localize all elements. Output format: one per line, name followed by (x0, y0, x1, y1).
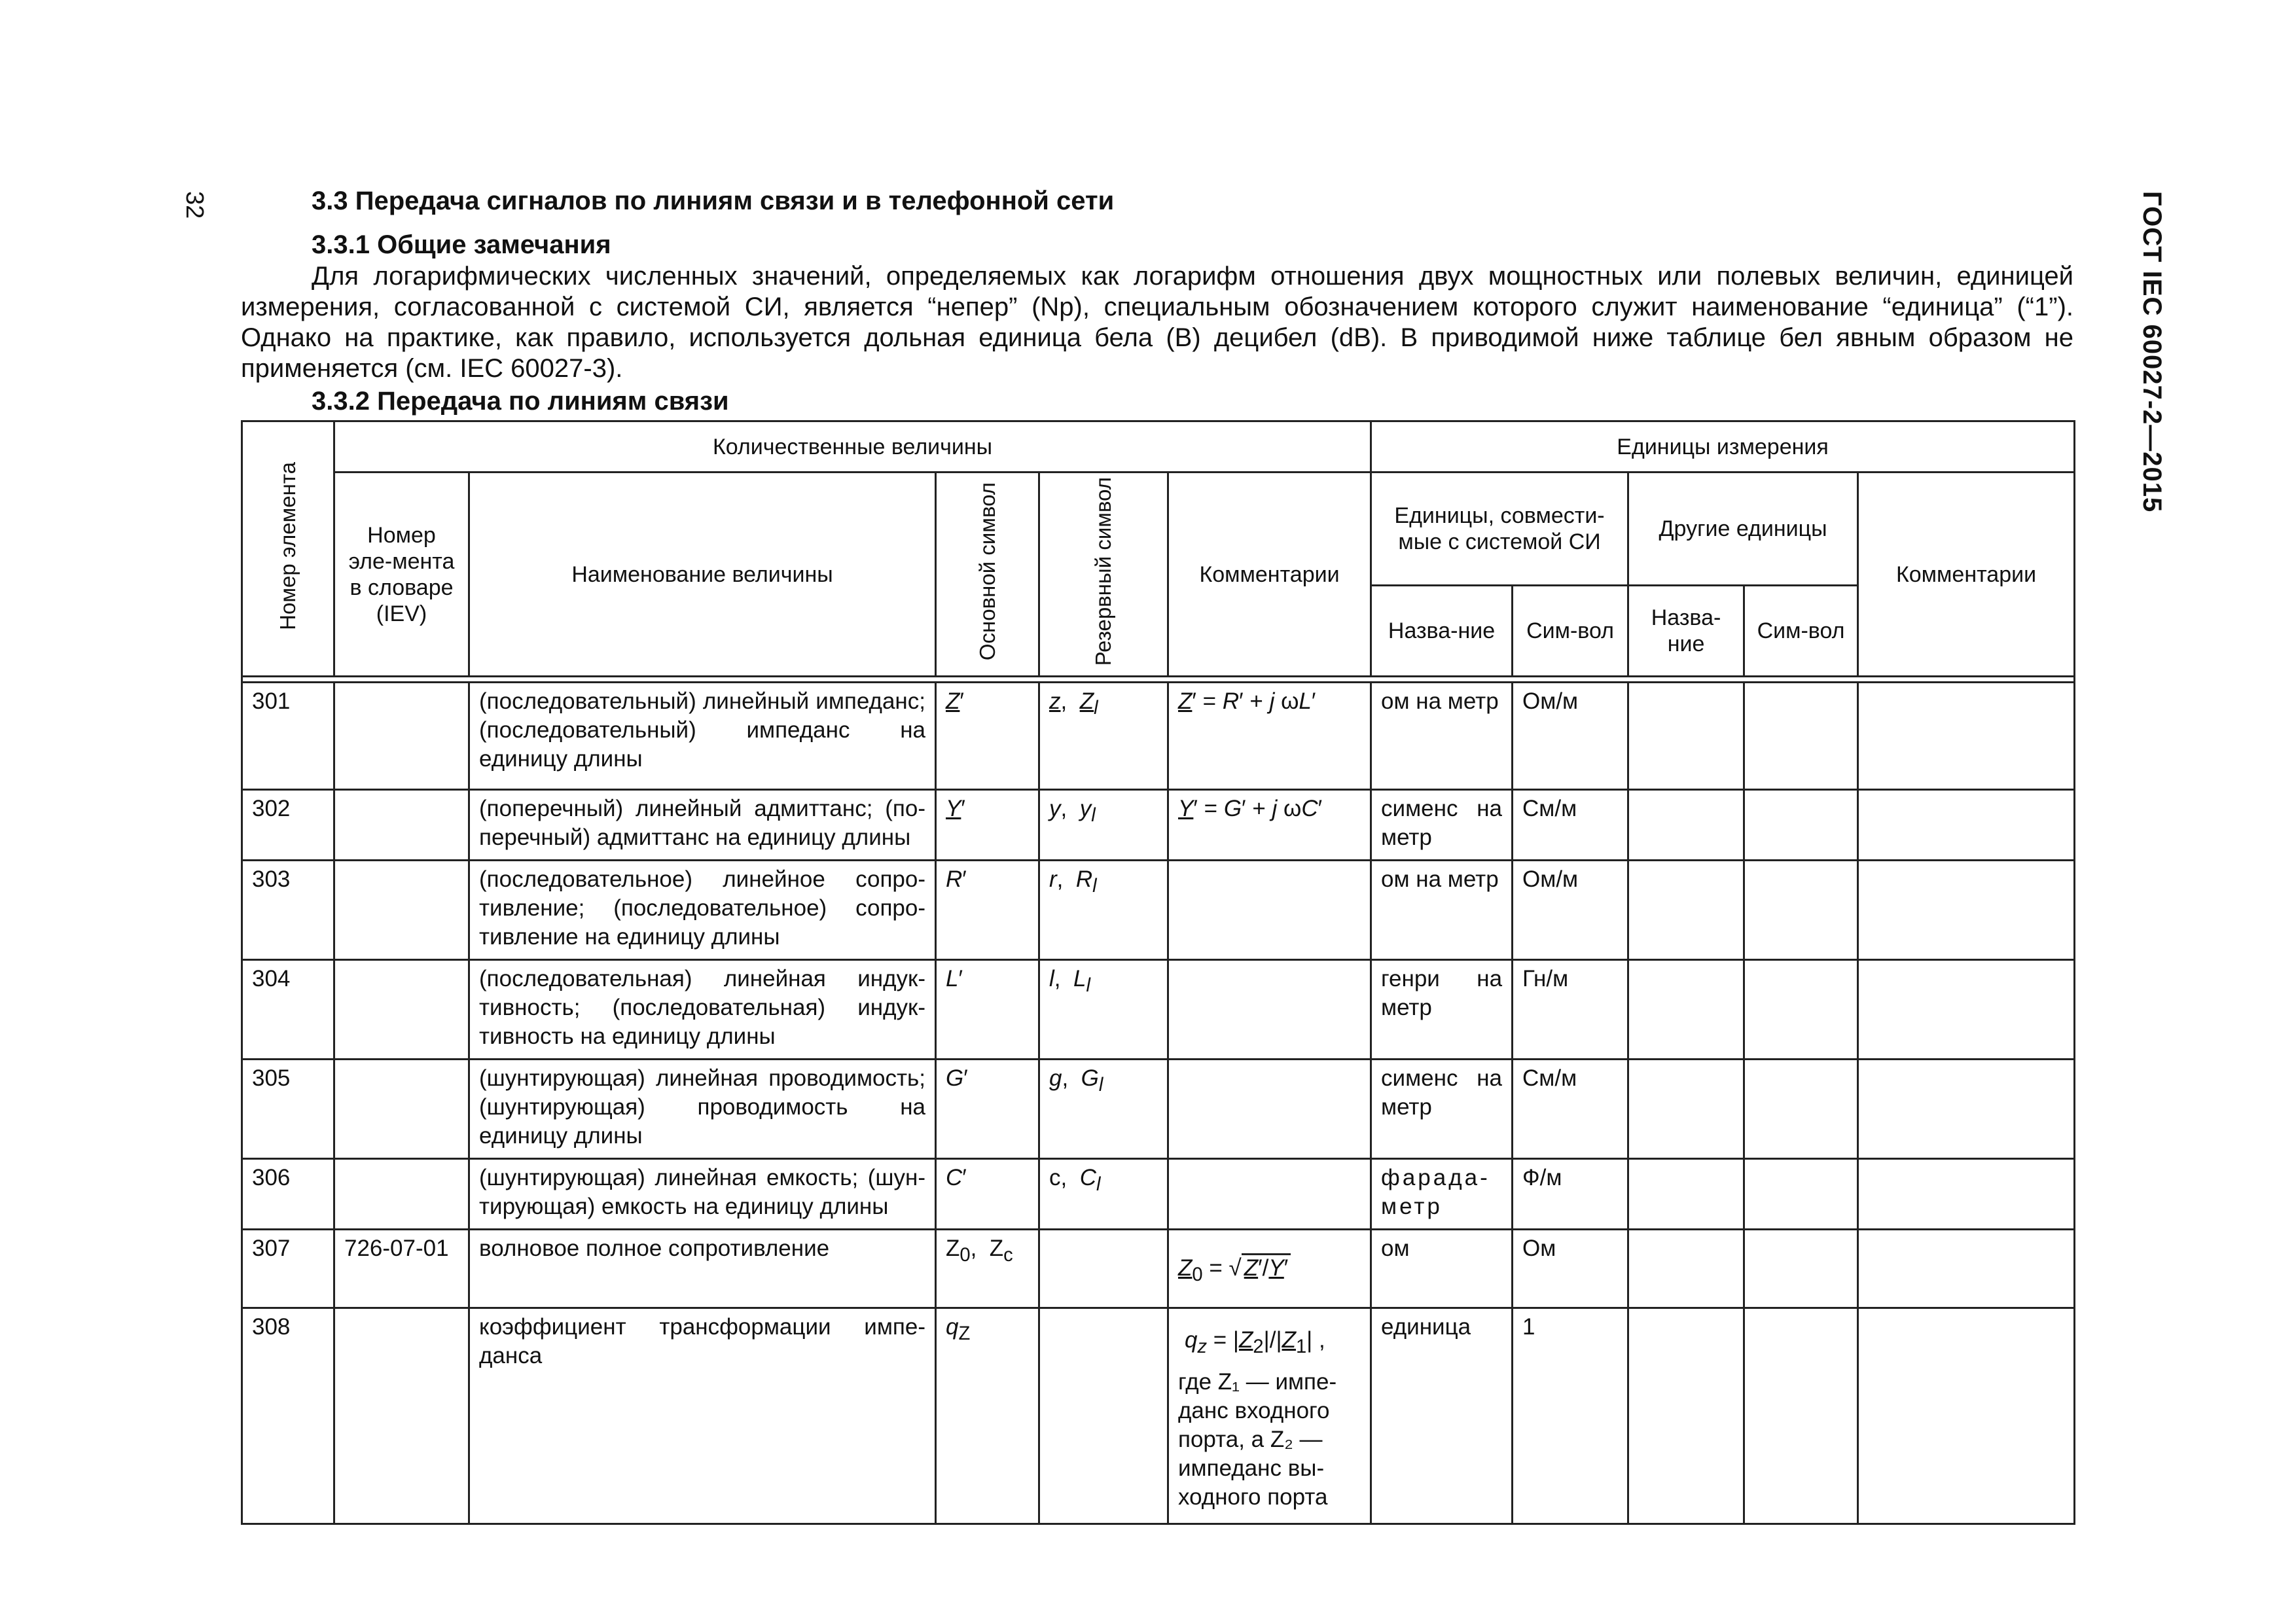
unit-symbol: См/м (1513, 790, 1628, 861)
header-main-symbol: Основной символ (936, 473, 1039, 677)
unit-name: сименс на метр (1371, 790, 1513, 861)
main-symbol: $q_Z$ (936, 1308, 1039, 1524)
comment-formula: Z′ = R′ + j ωL′ (1168, 683, 1371, 790)
unit-symbol: См/м (1513, 1060, 1628, 1159)
other-unit-name (1628, 1308, 1744, 1524)
other-unit-name (1628, 683, 1744, 790)
main-symbol: Z′ (936, 683, 1039, 790)
units-comment (1858, 1060, 2075, 1159)
header-item-number: Номер элемента (242, 421, 334, 677)
item-number: 308 (242, 1308, 334, 1524)
comment-formula (1168, 861, 1371, 960)
other-unit-name (1628, 861, 1744, 960)
table-row-306 (242, 1159, 2075, 1230)
units-comment (1858, 790, 2075, 861)
unit-name: ом (1371, 1230, 1513, 1308)
section-title: 3.3 Передача сигналов по линиям связи и в телефонной сети (312, 187, 1115, 215)
reserve-symbol (1039, 1308, 1168, 1524)
iev-number (334, 1159, 469, 1230)
unit-name: фарада-метр (1371, 1159, 1513, 1230)
quantity-name: (шунтирующая) линейная проводимость; (шунтирующая) проводимость на единицу длины (469, 1060, 936, 1159)
main-symbol: $Z_0$, $Z_c$ (936, 1230, 1039, 1308)
iev-number (334, 790, 469, 861)
intro-paragraph: Для логарифмических численных значений, определяемых как логарифм отношения двух мощностных или полевых величин, единицей измерения, согласованной с системой СИ, является “непер” (Np), специальным обозначением которого служит наименование “единица” (“1”). Однако на практике, как правило, используется дольная единица бела (B) децибел (dB). В приводимой ниже таблице бел явным образом не применяется (см. IEC 60027-3). (241, 262, 2073, 383)
item-number: 306 (242, 1159, 334, 1230)
other-unit-symbol (1744, 1159, 1858, 1230)
unit-symbol: Ом/м (1513, 861, 1628, 960)
reserve-symbol: c, $C_l$ (1039, 1159, 1168, 1230)
unit-name: ом на метр (1371, 861, 1513, 960)
reserve-symbol: y, $y_l$ (1039, 790, 1168, 861)
header-iev-number: Номер эле-мента в словаре (IEV) (334, 473, 469, 677)
comment-formula (1168, 960, 1371, 1060)
reserve-symbol: g, $G_l$ (1039, 1060, 1168, 1159)
units-comment (1858, 1308, 2075, 1524)
table-row-305 (242, 1060, 2075, 1159)
header-comments: Комментарии (1168, 473, 1371, 677)
item-number: 301 (242, 683, 334, 790)
comment-formula: Y′ = G′ + j ωC′ (1168, 790, 1371, 861)
quantity-name: (последовательная) линейная индуктивность; (последовательная) индуктивность на единицу длины (469, 960, 936, 1060)
header-reserve-symbol: Резервный символ (1039, 473, 1168, 677)
main-symbol: G′ (936, 1060, 1039, 1159)
quantity-name: (шунтирующая) линейная емкость; (шунтирующая) емкость на единицу длины (469, 1159, 936, 1230)
other-unit-name (1628, 1060, 1744, 1159)
comment-formula: $Z_0$ = √ Z′/Y′ (1168, 1230, 1371, 1308)
table-row-304 (242, 960, 2075, 1060)
comment-formula (1168, 1159, 1371, 1230)
iev-number (334, 960, 469, 1060)
units-comment (1858, 683, 2075, 790)
table-row-301 (242, 683, 2075, 790)
table-row-302 (242, 790, 2075, 861)
other-unit-name (1628, 1230, 1744, 1308)
units-comment (1858, 1159, 2075, 1230)
iev-number (334, 683, 469, 790)
other-unit-symbol (1744, 1060, 1858, 1159)
units-comment (1858, 861, 2075, 960)
iev-number (334, 1308, 469, 1524)
item-number: 307 (242, 1230, 334, 1308)
quantities-table (241, 420, 2075, 1525)
other-unit-name (1628, 1159, 1744, 1230)
reserve-symbol: l, $L_l$ (1039, 960, 1168, 1060)
quantity-name: (последовательный) линейный импеданс; (последовательный) импеданс на единицу длины (469, 683, 936, 790)
iev-number (334, 1060, 469, 1159)
table-row-307 (242, 1230, 2075, 1308)
quantity-name: коэффициент трансформации импеданса (469, 1308, 936, 1524)
iev-number: 726-07-01 (334, 1230, 469, 1308)
other-unit-name (1628, 960, 1744, 1060)
header-units: Единицы измерения (1371, 421, 2075, 473)
quantity-name: волновое полное сопротивление (469, 1230, 936, 1308)
unit-name: сименс на метр (1371, 1060, 1513, 1159)
reserve-symbol (1039, 1230, 1168, 1308)
iev-number (334, 861, 469, 960)
comment-formula (1168, 1060, 1371, 1159)
page-number: 32 (181, 191, 208, 219)
other-unit-symbol (1744, 861, 1858, 960)
other-unit-symbol (1744, 683, 1858, 790)
table-row-308 (242, 1308, 2075, 1524)
header-other-name: Назва-ние (1628, 585, 1744, 676)
units-comment (1858, 1230, 2075, 1308)
comment-text: где Z₁ — импеданс входного порта, а Z₂ — импеданс выходного порта (1178, 1369, 1337, 1510)
other-unit-symbol (1744, 960, 1858, 1060)
unit-symbol: Ом/м (1513, 683, 1628, 790)
item-number: 303 (242, 861, 334, 960)
document-code: ГОСТ IEC 60027-2—2015 (2138, 191, 2166, 513)
unit-symbol: Гн/м (1513, 960, 1628, 1060)
units-comment (1858, 960, 2075, 1060)
unit-name: генри на метр (1371, 960, 1513, 1060)
header-other-symbol: Сим-вол (1744, 585, 1858, 676)
header-si-symbol: Сим-вол (1513, 585, 1628, 676)
other-unit-symbol (1744, 1230, 1858, 1308)
other-unit-symbol (1744, 1308, 1858, 1524)
unit-symbol: 1 (1513, 1308, 1628, 1524)
quantity-name: (поперечный) линейный адмиттанс; (поперечный) адмиттанс на единицу длины (469, 790, 936, 861)
table-row-303 (242, 861, 2075, 960)
header-si-name: Назва-ние (1371, 585, 1513, 676)
item-number: 304 (242, 960, 334, 1060)
unit-name: единица (1371, 1308, 1513, 1524)
item-number: 305 (242, 1060, 334, 1159)
page-content (241, 187, 2073, 1525)
quantity-name: (последовательное) линейное сопротивление; (последовательное) сопротивление на единицу длины (469, 861, 936, 960)
main-symbol: Y′ (936, 790, 1039, 861)
item-number: 302 (242, 790, 334, 861)
main-symbol: C′ (936, 1159, 1039, 1230)
header-units-comments: Комментарии (1858, 473, 2075, 677)
comment-formula: $q_z = |Z_2|/|Z_1|$ , где Z₁ — импеданс входного порта, а Z₂ — импеданс выходного порта (1168, 1308, 1371, 1524)
subsection-title: 3.3.1 Общие замечания (312, 230, 611, 259)
unit-symbol: Ф/м (1513, 1159, 1628, 1230)
unit-symbol: Ом (1513, 1230, 1628, 1308)
other-unit-name (1628, 790, 1744, 861)
other-unit-symbol (1744, 790, 1858, 861)
main-symbol: L′ (936, 960, 1039, 1060)
header-separator (242, 677, 2075, 683)
subsection2-title: 3.3.2 Передача по линиям связи (312, 387, 729, 416)
main-symbol: R′ (936, 861, 1039, 960)
reserve-symbol: z, $Z_l$ (1039, 683, 1168, 790)
header-other-units: Другие единицы (1628, 473, 1858, 586)
header-quantity-name: Наименование величины (469, 473, 936, 677)
reserve-symbol: r, $R_l$ (1039, 861, 1168, 960)
unit-name: ом на метр (1371, 683, 1513, 790)
header-si-units: Единицы, совмести-мые с системой СИ (1371, 473, 1628, 586)
header-quantities: Количественные величины (334, 421, 1371, 473)
